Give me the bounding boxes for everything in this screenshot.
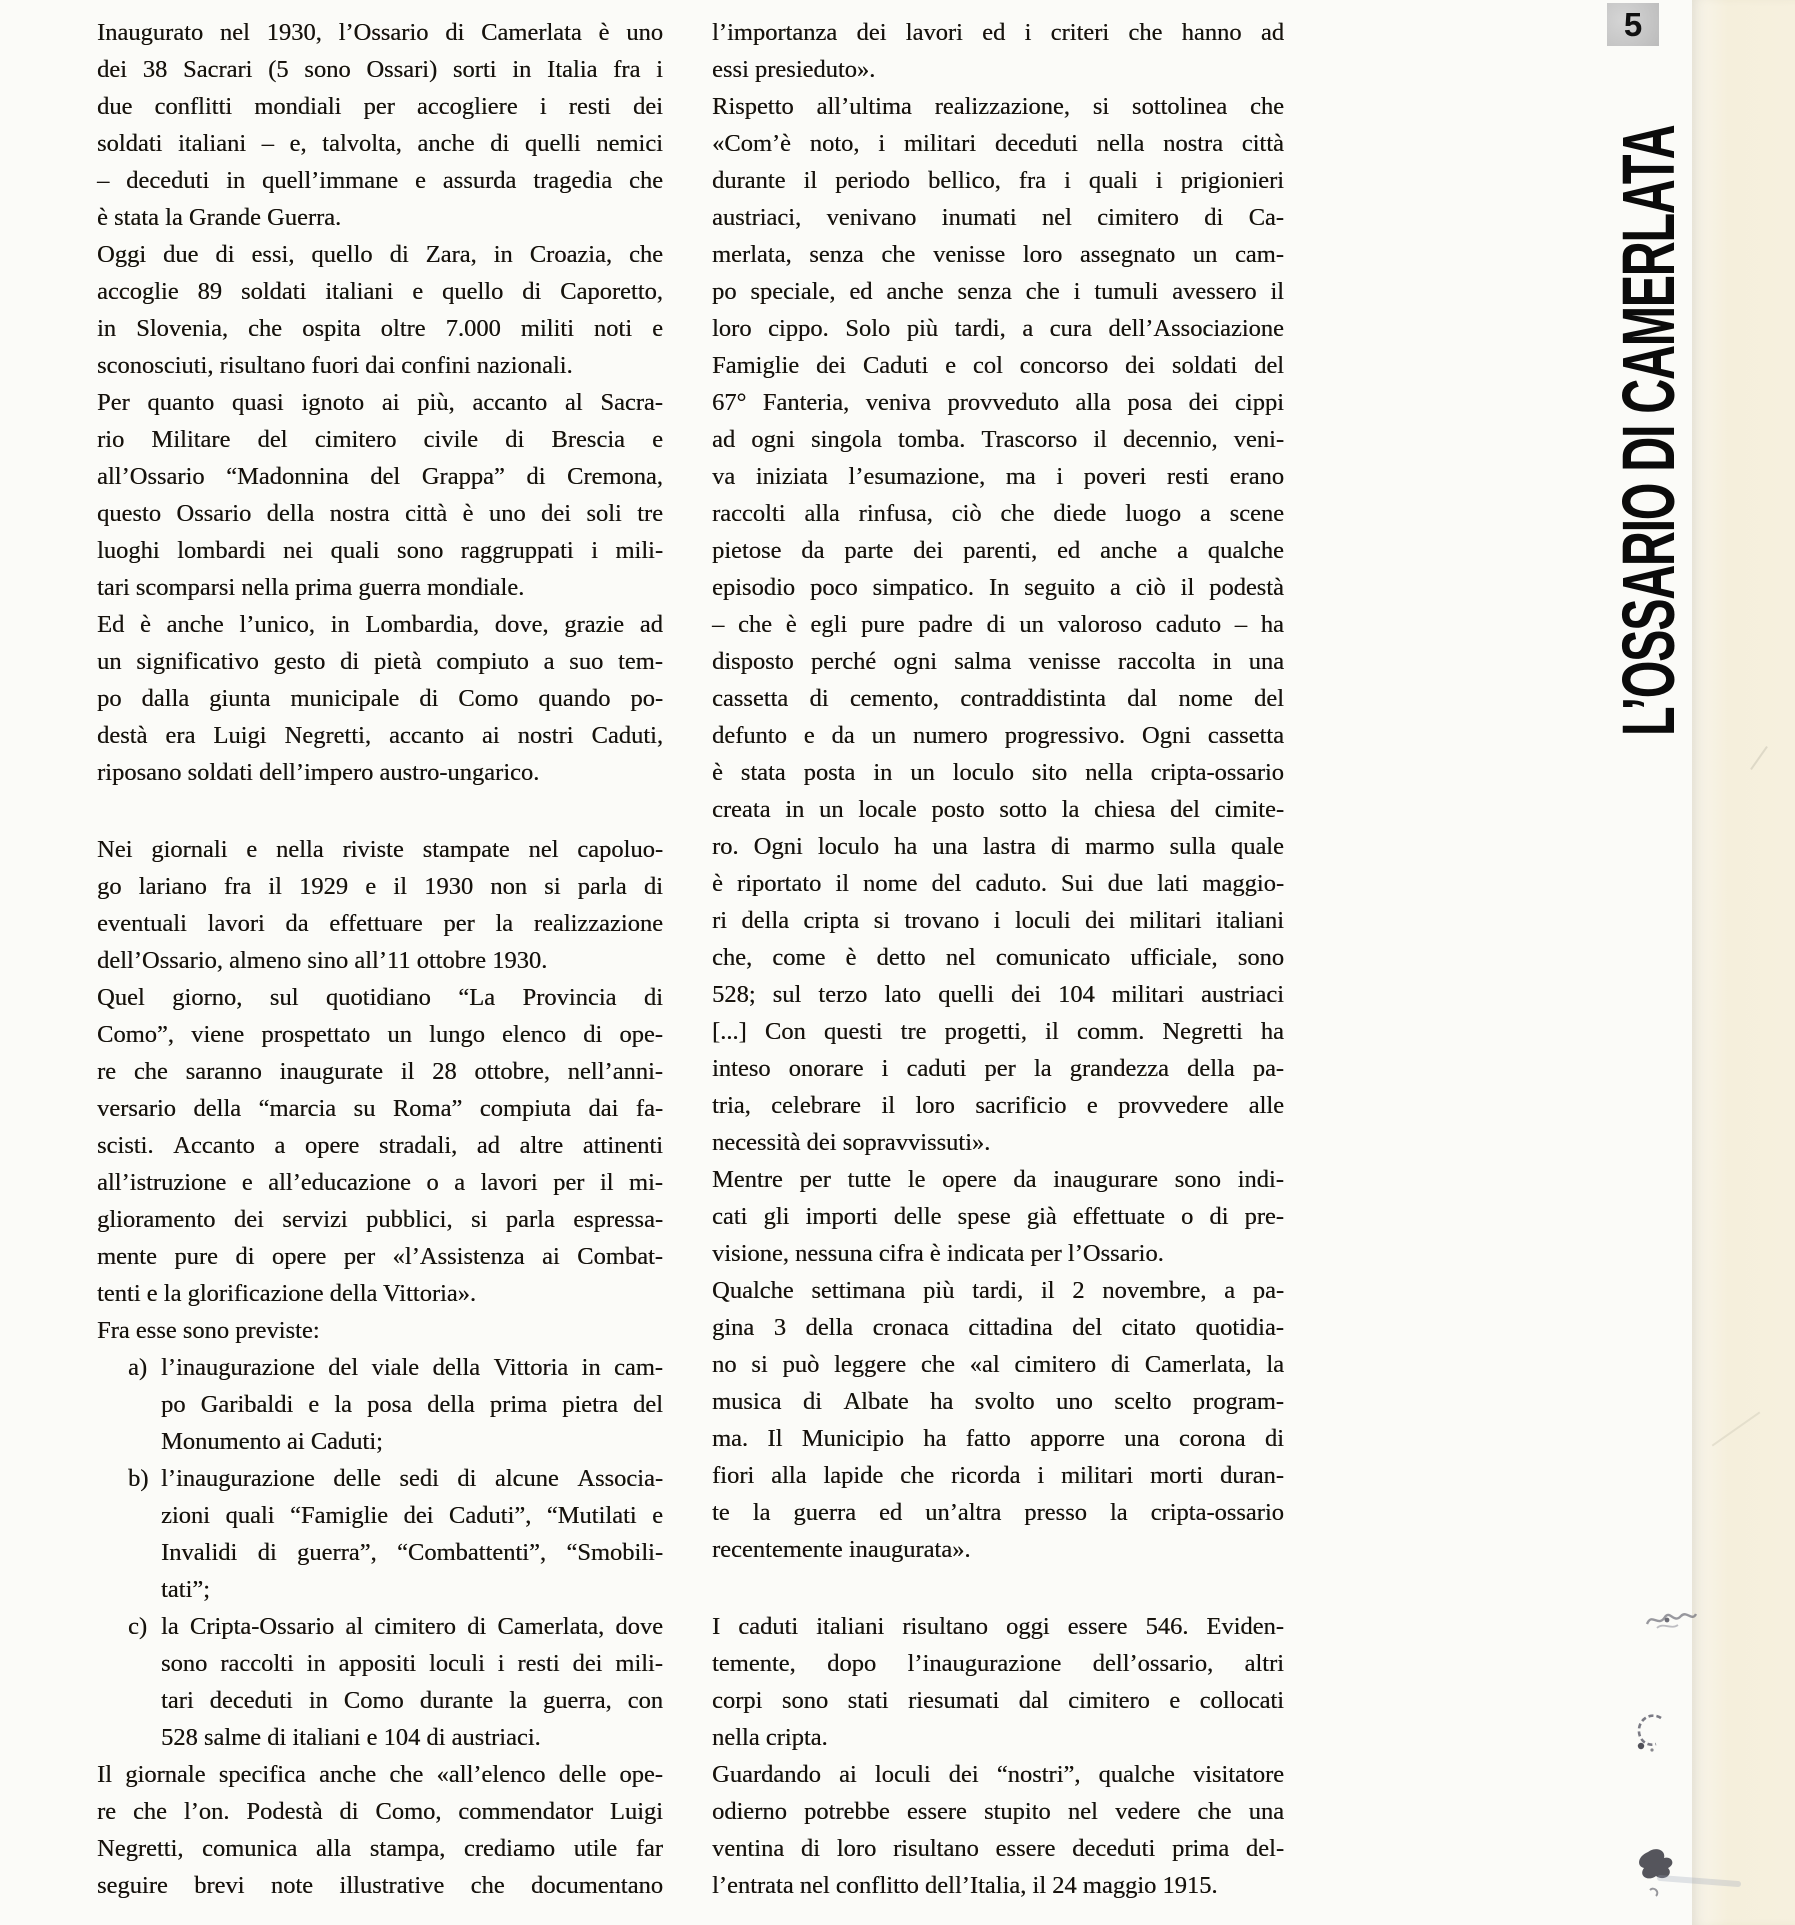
- paragraph: [97, 1756, 663, 1904]
- text-line: essi presieduto».: [712, 56, 876, 83]
- text-line: Rispetto all’ultima realizzazione, si sottolinea che: [712, 93, 1284, 120]
- text-line: Qualche settimana più tardi, il 2 novembre, a pa-: [712, 1277, 1284, 1304]
- text-line: ro. Ogni loculo ha una lastra di marmo sulla quale: [712, 833, 1284, 860]
- text-line: Famiglie dei Caduti e col concorso dei soldati del: [712, 352, 1284, 379]
- text-line: Fra esse sono previste:: [97, 1317, 320, 1344]
- paragraph: [97, 384, 663, 606]
- text-line: Como”, viene prospettato un lungo elenco di ope-: [97, 1021, 663, 1048]
- paragraph: [712, 1756, 1284, 1904]
- paragraph-gap: [712, 1568, 1284, 1608]
- text-line: merlata, senza che venisse loro assegnato un cam-: [712, 241, 1284, 268]
- text-line: tenti e la glorificazione della Vittoria».: [97, 1280, 477, 1307]
- text-line: Oggi due di essi, quello di Zara, in Croazia, che: [97, 241, 663, 268]
- text-line: questo Ossario della nostra città è uno dei soli tre: [97, 500, 663, 527]
- text-line: seguire brevi note illustrative che documentano: [97, 1872, 663, 1899]
- paragraph: [97, 606, 663, 791]
- text-line: rio Militare del cimitero civile di Brescia e: [97, 426, 663, 453]
- text-line: defunto e da un numero progressivo. Ogni cassetta: [712, 722, 1284, 749]
- text-line: ventina di loro risultano essere deceduti prima del-: [712, 1835, 1284, 1862]
- text-line: Il giornale specifica anche che «all’elenco delle ope-: [97, 1761, 663, 1788]
- text-line: disposto perché ogni salma venisse raccolta in una: [712, 648, 1284, 675]
- text-line: due conflitti mondiali per accogliere i resti dei: [97, 93, 663, 120]
- text-line: è riportato il nome del caduto. Sui due lati maggio-: [712, 870, 1284, 897]
- text-line: l’inaugurazione delle sedi di alcune Associa-: [161, 1465, 663, 1492]
- right-margin-strip: [1692, 0, 1795, 1925]
- text-line: l’importanza dei lavori ed i criteri che hanno ad: [712, 19, 1284, 46]
- text-line: po dalla giunta municipale di Como quando po-: [97, 685, 663, 712]
- text-line: Inaugurato nel 1930, l’Ossario di Camerlata è uno: [97, 19, 663, 46]
- text-line: pietose da parte dei parenti, ed anche a qualche: [712, 537, 1284, 564]
- text-line: è stata posta in un loculo sito nella cripta-ossario: [712, 759, 1284, 786]
- paragraph: [712, 88, 1284, 1161]
- text-line: [...] Con questi tre progetti, il comm. Negretti ha: [712, 1018, 1284, 1045]
- page-number-badge: [1607, 3, 1659, 46]
- text-line: raccolti alla rinfusa, ciò che diede luogo a scene: [712, 500, 1284, 527]
- text-line: tati”;: [161, 1576, 210, 1603]
- scan-smudge-circle: [1630, 1710, 1672, 1756]
- text-line: accoglie 89 soldati italiani e quello di Caporetto,: [97, 278, 663, 305]
- text-line: scisti. Accanto a opere stradali, ad altre attinenti: [97, 1132, 663, 1159]
- text-line: mente pure di opere per «l’Assistenza ai Combat-: [97, 1243, 663, 1270]
- paragraph: [97, 831, 663, 979]
- text-line: dell’Ossario, almeno sino all’11 ottobre 1930.: [97, 947, 548, 974]
- text-line: 67° Fanteria, veniva provveduto alla posa dei cippi: [712, 389, 1284, 416]
- list-item: [97, 1460, 663, 1608]
- text-line: nella cripta.: [712, 1724, 828, 1751]
- sidebar-title: L’OSSARIO DI CAMERLATA: [1607, 125, 1690, 736]
- text-line: go lariano fra il 1929 e il 1930 non si parla di: [97, 873, 663, 900]
- text-line: – deceduti in quell’immane e assurda tragedia che: [97, 167, 663, 194]
- paragraph: [97, 236, 663, 384]
- text-line: soldati italiani – e, talvolta, anche di quelli nemici: [97, 130, 663, 157]
- paragraph: [97, 979, 663, 1312]
- text-line: no si può leggere che «al cimitero di Camerlata, la: [712, 1351, 1284, 1378]
- text-line: musica di Albate ha svolto uno scelto program-: [712, 1388, 1284, 1415]
- text-line: all’Ossario “Madonnina del Grappa” di Cremona,: [97, 463, 663, 490]
- text-line: ad ogni singola tomba. Trascorso il decennio, veni-: [712, 426, 1284, 453]
- text-line: Monumento ai Caduti;: [161, 1428, 383, 1455]
- text-line: va iniziata l’esumazione, ma i poveri resti erano: [712, 463, 1284, 490]
- paragraph: [97, 14, 663, 236]
- text-line: ma. Il Municipio ha fatto apporre una corona di: [712, 1425, 1284, 1452]
- text-line: re che saranno inaugurate il 28 ottobre, nell’anni-: [97, 1058, 663, 1085]
- paragraph: [712, 1272, 1284, 1568]
- page-number: 5: [1623, 5, 1643, 43]
- text-line: inteso onorare i caduti per la grandezza della pa-: [712, 1055, 1284, 1082]
- paragraph-gap: [97, 791, 663, 831]
- text-line: – che è egli pure padre di un valoroso caduto – ha: [712, 611, 1284, 638]
- text-line: tria, celebrare il loro sacrificio e provvedere alle: [712, 1092, 1284, 1119]
- text-line: Negretti, comunica alla stampa, crediamo utile far: [97, 1835, 663, 1862]
- text-line: necessità dei sopravvissuti».: [712, 1129, 991, 1156]
- text-line: glioramento dei servizi pubblici, si parla espressa-: [97, 1206, 663, 1233]
- text-line: I caduti italiani risultano oggi essere 546. Eviden-: [712, 1613, 1284, 1640]
- text-line: durante il periodo bellico, fra i quali i prigionieri: [712, 167, 1284, 194]
- text-line: po speciale, ed anche senza che i tumuli avessero il: [712, 278, 1284, 305]
- text-line: l’inaugurazione del viale della Vittoria in cam-: [161, 1354, 663, 1381]
- text-line: odierno potrebbe essere stupito nel vedere che una: [712, 1798, 1284, 1825]
- text-line: è stata la Grande Guerra.: [97, 204, 342, 231]
- list-marker: a): [128, 1354, 148, 1381]
- text-line: cati gli importi delle spese già effettuate o di pre-: [712, 1203, 1284, 1230]
- text-line: l’entrata nel conflitto dell’Italia, il 24 maggio 1915.: [712, 1872, 1218, 1899]
- text-column-right: [712, 14, 1284, 1904]
- text-line: te la guerra ed un’altra presso la cripta-ossario: [712, 1499, 1284, 1526]
- text-line: Mentre per tutte le opere da inaugurare sono indi-: [712, 1166, 1284, 1193]
- text-line: Ed è anche l’unico, in Lombardia, dove, grazie ad: [97, 611, 663, 638]
- text-line: episodio poco simpatico. In seguito a ciò il podestà: [712, 574, 1284, 601]
- text-line: austriaci, venivano inumati nel cimitero di Ca-: [712, 204, 1284, 231]
- text-line: Per quanto quasi ignoto ai più, accanto al Sacra-: [97, 389, 663, 416]
- list-item: [97, 1349, 663, 1460]
- text-line: luoghi lombardi nei quali sono raggruppati i mili-: [97, 537, 663, 564]
- paragraph: [712, 14, 1284, 88]
- list-marker: b): [128, 1465, 149, 1492]
- text-line: Invalidi di guerra”, “Combattenti”, “Smobili-: [161, 1539, 663, 1566]
- paragraph: [712, 1608, 1284, 1756]
- scan-smudge-scribble: [1643, 1602, 1699, 1638]
- text-line: Quel giorno, sul quotidiano “La Provincia di: [97, 984, 663, 1011]
- text-line: corpi sono stati riesumati dal cimitero e collocati: [712, 1687, 1284, 1714]
- text-line: visione, nessuna cifra è indicata per l’Ossario.: [712, 1240, 1164, 1267]
- text-line: gina 3 della cronaca cittadina del citato quotidia-: [712, 1314, 1284, 1341]
- text-line: «Com’è noto, i militari deceduti nella nostra città: [712, 130, 1284, 157]
- text-line: cassetta di cemento, contraddistinta dal nome del: [712, 685, 1284, 712]
- list-marker: c): [128, 1613, 148, 1640]
- text-line: sconosciuti, risultano fuori dai confini nazionali.: [97, 352, 573, 379]
- text-line: dei 38 Sacrari (5 sono Ossari) sorti in Italia fra i: [97, 56, 663, 83]
- text-line: zioni quali “Famiglie dei Caduti”, “Mutilati e: [161, 1502, 663, 1529]
- text-line: destà era Luigi Negretti, accanto ai nostri Caduti,: [97, 722, 663, 749]
- text-line: recentemente inaugurata».: [712, 1536, 971, 1563]
- text-line: tari deceduti in Como durante la guerra, con: [161, 1687, 663, 1714]
- text-line: che, come è detto nel comunicato ufficiale, sono: [712, 944, 1284, 971]
- text-line: temente, dopo l’inaugurazione dell’ossario, altri: [712, 1650, 1284, 1677]
- text-line: versario della “marcia su Roma” compiuta dai fa-: [97, 1095, 663, 1122]
- text-column-left: [97, 14, 663, 1904]
- text-line: re che l’on. Podestà di Como, commendator Luigi: [97, 1798, 663, 1825]
- text-line: 528; sul terzo lato quelli dei 104 militari austriaci: [712, 981, 1284, 1008]
- text-line: all’istruzione e all’educazione o a lavori per il mi-: [97, 1169, 663, 1196]
- text-line: Guardando ai loculi dei “nostri”, qualche visitatore: [712, 1761, 1284, 1788]
- text-line: tari scomparsi nella prima guerra mondiale.: [97, 574, 525, 601]
- text-line: eventuali lavori da effettuare per la realizzazione: [97, 910, 663, 937]
- list-item: [97, 1608, 663, 1756]
- text-line: la Cripta-Ossario al cimitero di Camerlata, dove: [161, 1613, 663, 1640]
- paragraph: [712, 1161, 1284, 1272]
- text-line: ri della cripta si trovano i loculi dei militari italiani: [712, 907, 1284, 934]
- text-line: riposano soldati dell’impero austro-ungarico.: [97, 759, 540, 786]
- text-line: in Slovenia, che ospita oltre 7.000 militi noti e: [97, 315, 663, 342]
- scan-smudge-blob: [1626, 1838, 1746, 1902]
- text-line: fiori alla lapide che ricorda i militari morti duran-: [712, 1462, 1284, 1489]
- text-line: creata in un locale posto sotto la chiesa del cimite-: [712, 796, 1284, 823]
- text-line: po Garibaldi e la posa della prima pietra del: [161, 1391, 663, 1418]
- text-line: sono raccolti in appositi loculi i resti dei mili-: [161, 1650, 663, 1677]
- text-line: un significativo gesto di pietà compiuto a suo tem-: [97, 648, 663, 675]
- text-line: 528 salme di italiani e 104 di austriaci.: [161, 1724, 541, 1751]
- text-line: Nei giornali e nella riviste stampate nel capoluo-: [97, 836, 663, 863]
- text-line: loro cippo. Solo più tardi, a cura dell’Associazione: [712, 315, 1284, 342]
- paragraph: [97, 1312, 663, 1349]
